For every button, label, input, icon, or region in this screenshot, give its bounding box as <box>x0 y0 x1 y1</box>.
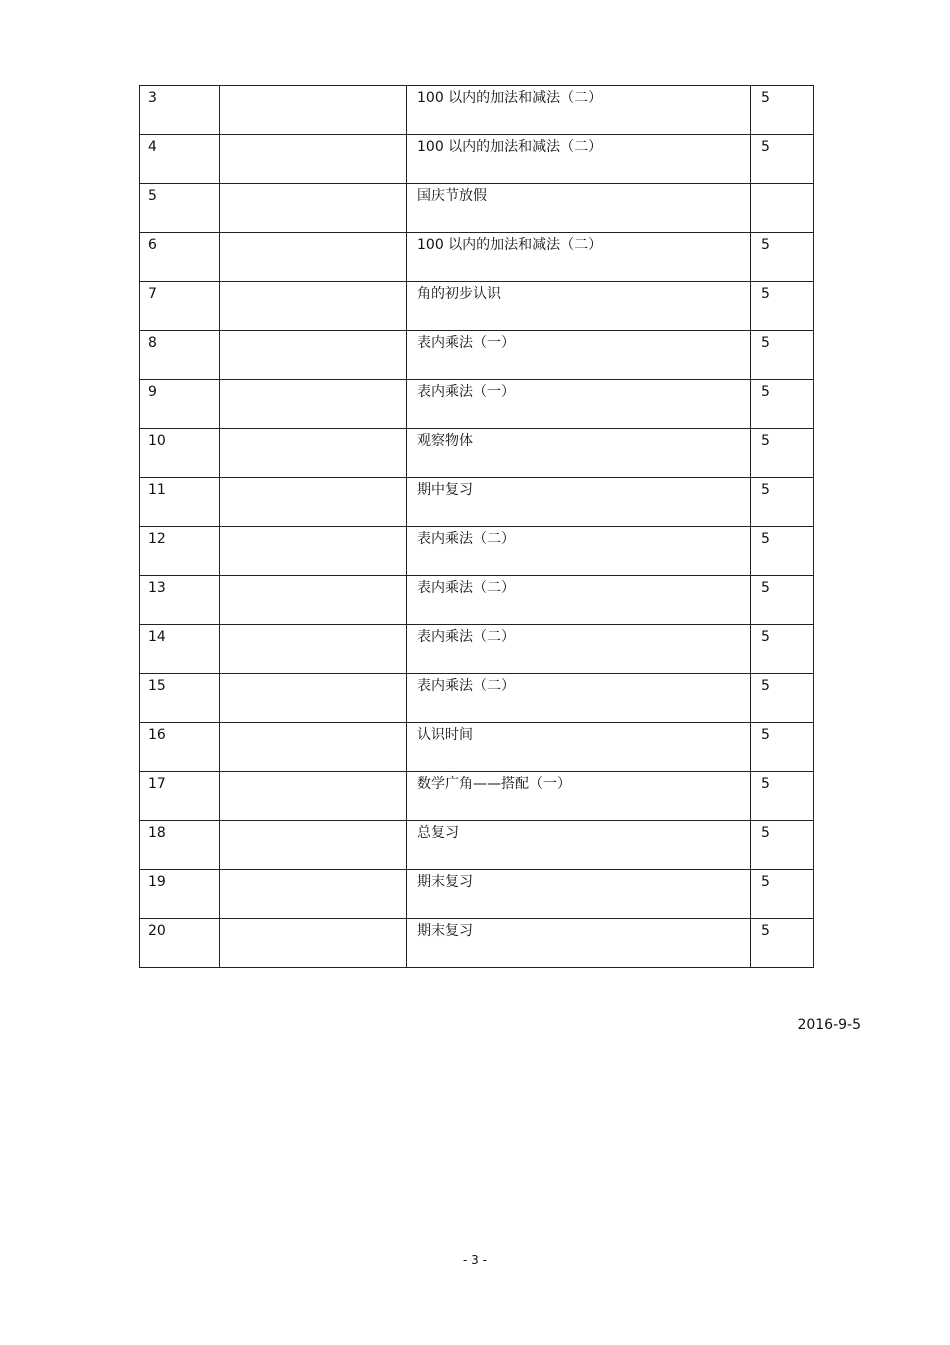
date-cell <box>220 380 407 429</box>
week-number-cell: 18 <box>140 821 220 870</box>
table-row <box>140 674 814 723</box>
content-cell: 表内乘法（二） <box>407 576 751 625</box>
week-number-cell: 19 <box>140 870 220 919</box>
content-cell: 表内乘法（二） <box>407 625 751 674</box>
date-cell <box>220 870 407 919</box>
week-number-cell: 14 <box>140 625 220 674</box>
content-cell: 表内乘法（一） <box>407 380 751 429</box>
hours-cell: 5 <box>751 870 814 919</box>
week-number-cell: 6 <box>140 233 220 282</box>
table-row <box>140 233 814 282</box>
table-row <box>140 429 814 478</box>
date-cell <box>220 919 407 968</box>
hours-cell: 5 <box>751 380 814 429</box>
week-number-cell: 4 <box>140 135 220 184</box>
content-cell: 认识时间 <box>407 723 751 772</box>
content-cell: 表内乘法（二） <box>407 527 751 576</box>
schedule-table <box>139 85 814 968</box>
date-cell <box>220 135 407 184</box>
week-number-cell: 16 <box>140 723 220 772</box>
date-cell <box>220 86 407 135</box>
week-number-cell: 17 <box>140 772 220 821</box>
week-number-cell: 20 <box>140 919 220 968</box>
table-row <box>140 380 814 429</box>
table-row <box>140 282 814 331</box>
date-cell <box>220 478 407 527</box>
hours-cell: 5 <box>751 772 814 821</box>
table-row <box>140 331 814 380</box>
date-cell <box>220 331 407 380</box>
week-number-cell: 7 <box>140 282 220 331</box>
schedule-table-body <box>140 86 814 968</box>
date-cell <box>220 821 407 870</box>
hours-cell: 5 <box>751 527 814 576</box>
table-row <box>140 870 814 919</box>
table-row <box>140 527 814 576</box>
content-cell: 数学广角——搭配（一） <box>407 772 751 821</box>
content-cell: 表内乘法（二） <box>407 674 751 723</box>
hours-cell: 5 <box>751 86 814 135</box>
content-cell: 期中复习 <box>407 478 751 527</box>
content-cell: 观察物体 <box>407 429 751 478</box>
table-row <box>140 576 814 625</box>
table-row <box>140 723 814 772</box>
content-cell: 表内乘法（一） <box>407 331 751 380</box>
table-row <box>140 478 814 527</box>
document-date: 2016-9-5 <box>797 1017 861 1033</box>
content-cell: 100 以内的加法和减法（二） <box>407 135 751 184</box>
content-cell: 角的初步认识 <box>407 282 751 331</box>
table-row <box>140 772 814 821</box>
date-cell <box>220 576 407 625</box>
content-cell: 国庆节放假 <box>407 184 751 233</box>
date-cell <box>220 723 407 772</box>
week-number-cell: 9 <box>140 380 220 429</box>
table-row <box>140 86 814 135</box>
date-cell <box>220 282 407 331</box>
date-cell <box>220 674 407 723</box>
hours-cell: 5 <box>751 478 814 527</box>
hours-cell: 5 <box>751 576 814 625</box>
hours-cell: 5 <box>751 429 814 478</box>
week-number-cell: 5 <box>140 184 220 233</box>
table-row <box>140 821 814 870</box>
hours-cell: 5 <box>751 723 814 772</box>
content-cell: 100 以内的加法和减法（二） <box>407 233 751 282</box>
date-cell <box>220 772 407 821</box>
week-number-cell: 8 <box>140 331 220 380</box>
week-number-cell: 10 <box>140 429 220 478</box>
hours-cell: 5 <box>751 625 814 674</box>
hours-cell: 5 <box>751 821 814 870</box>
hours-cell: 5 <box>751 919 814 968</box>
week-number-cell: 3 <box>140 86 220 135</box>
content-cell: 总复习 <box>407 821 751 870</box>
date-cell <box>220 527 407 576</box>
hours-cell: 5 <box>751 233 814 282</box>
hours-cell: 5 <box>751 674 814 723</box>
date-cell <box>220 625 407 674</box>
content-cell: 期末复习 <box>407 870 751 919</box>
week-number-cell: 12 <box>140 527 220 576</box>
content-cell: 期末复习 <box>407 919 751 968</box>
date-cell <box>220 233 407 282</box>
week-number-cell: 11 <box>140 478 220 527</box>
week-number-cell: 13 <box>140 576 220 625</box>
hours-cell: 5 <box>751 282 814 331</box>
content-cell: 100 以内的加法和减法（二） <box>407 86 751 135</box>
table-row <box>140 625 814 674</box>
page-number: - 3 - <box>463 1253 487 1267</box>
table-row <box>140 919 814 968</box>
table-row <box>140 135 814 184</box>
date-cell <box>220 184 407 233</box>
hours-cell: 5 <box>751 135 814 184</box>
hours-cell: 5 <box>751 331 814 380</box>
week-number-cell: 15 <box>140 674 220 723</box>
hours-cell <box>751 184 814 233</box>
table-row <box>140 184 814 233</box>
date-cell <box>220 429 407 478</box>
